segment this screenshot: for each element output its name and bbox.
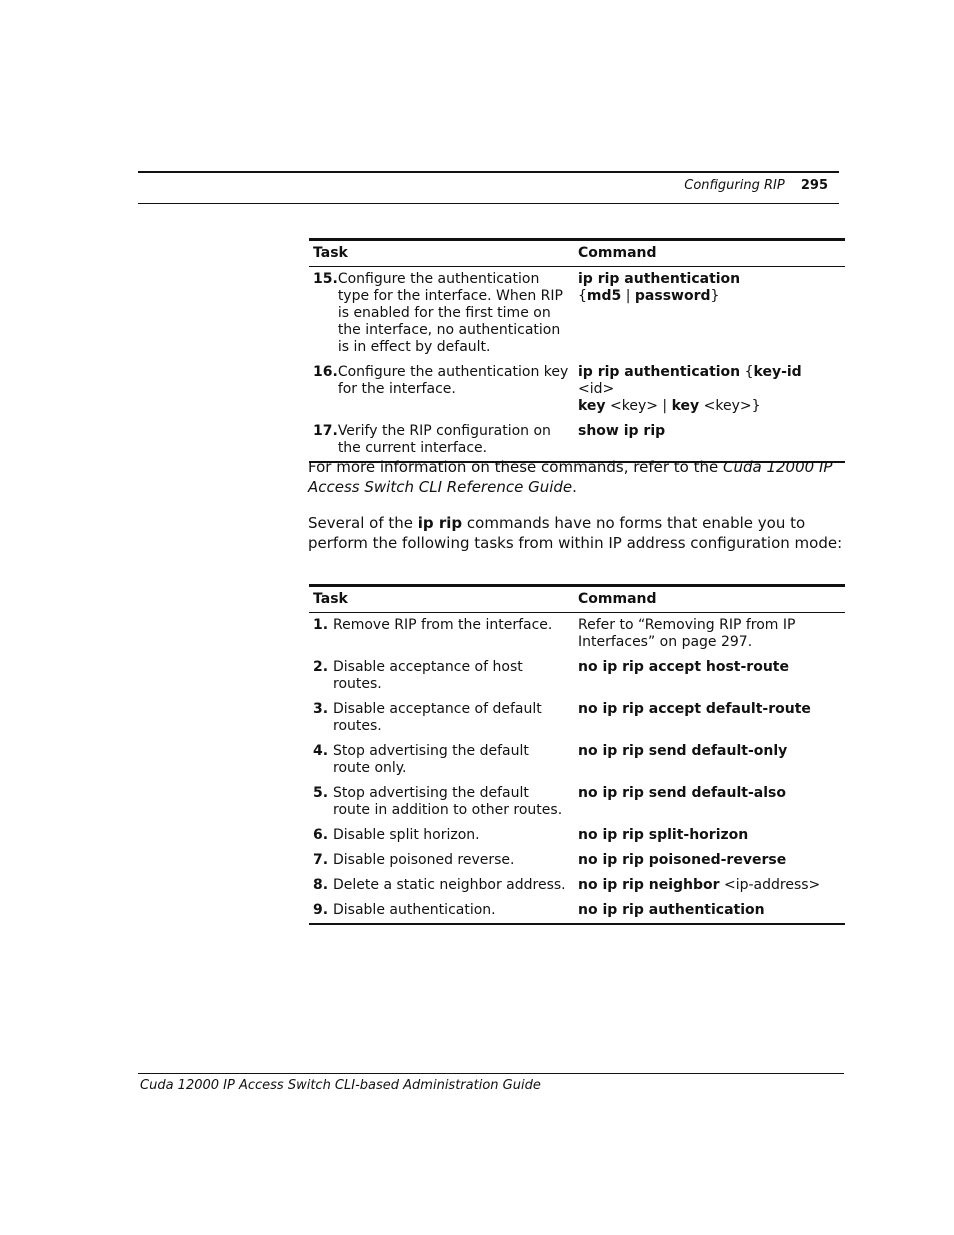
task-text: Disable acceptance of default routes. — [333, 701, 542, 734]
header-rule-top — [138, 171, 839, 173]
command-brace: } — [710, 288, 720, 304]
step-number: 17. — [313, 423, 338, 439]
command-text: ip rip authentication — [578, 364, 741, 380]
command-option: md5 — [586, 288, 622, 304]
step-number: 15. — [313, 271, 338, 287]
command-cell — [574, 898, 845, 924]
command-cell — [574, 848, 845, 873]
table-header-row — [309, 240, 845, 267]
task-cell — [309, 848, 574, 873]
task-command-table-2 — [309, 584, 845, 925]
table-header-row — [309, 586, 845, 613]
footer-rule — [138, 1073, 844, 1074]
table-row — [309, 823, 845, 848]
command-argument: <ip-address> — [719, 877, 821, 893]
book-title: Cuda 12000 IP Access Switch CLI Reference Guide — [308, 458, 833, 496]
step-number: 3. — [313, 701, 329, 717]
task-text: Disable acceptance of host routes. — [333, 659, 523, 692]
task-cell — [309, 898, 574, 924]
task-text: Disable authentication. — [333, 902, 496, 918]
command-text: no ip rip split-horizon — [578, 827, 749, 843]
table-row — [309, 848, 845, 873]
task-text: Disable poisoned reverse. — [333, 852, 515, 868]
command-argument: <key>} — [699, 398, 761, 414]
command-text: no ip rip accept host-route — [578, 659, 789, 675]
command-option: key-id — [753, 364, 802, 380]
section-title: Configuring RIP — [684, 178, 785, 193]
step-number: 5. — [313, 785, 329, 801]
column-header-task: Task — [309, 240, 574, 267]
paragraph-text: For more information on these commands, refer to the — [308, 458, 723, 476]
table-row — [309, 360, 845, 419]
command-cell — [574, 739, 845, 781]
task-cell — [309, 655, 574, 697]
running-head — [620, 178, 828, 193]
page-number: 295 — [800, 178, 828, 193]
task-command-table-1 — [309, 238, 845, 463]
command-text: show ip rip — [578, 423, 666, 439]
step-number: 7. — [313, 852, 329, 868]
command-brace: { — [740, 364, 754, 380]
step-number: 2. — [313, 659, 329, 675]
column-header-task: Task — [309, 586, 574, 613]
task-cell — [309, 739, 574, 781]
command-cell — [574, 267, 845, 361]
task-text: Configure the authentication key for the interface. — [337, 364, 569, 397]
table-row — [309, 739, 845, 781]
table-row — [309, 697, 845, 739]
task-text: Stop advertising the default route only. — [333, 743, 529, 776]
task-cell — [309, 873, 574, 898]
command-cell — [574, 655, 845, 697]
command-cell — [574, 823, 845, 848]
paragraph-text: . — [572, 477, 577, 496]
table-row — [309, 655, 845, 697]
table-row — [309, 267, 845, 361]
command-cell — [574, 360, 845, 419]
task-text: Stop advertising the default route in addition to other routes. — [333, 785, 563, 818]
task-cell — [309, 613, 574, 656]
column-header-command: Command — [574, 240, 845, 267]
step-number: 4. — [313, 743, 329, 759]
command-text: no ip rip authentication — [578, 902, 765, 918]
paragraph-reference — [308, 458, 848, 497]
command-argument: <id> — [578, 381, 615, 397]
command-text: no ip rip poisoned-reverse — [578, 852, 787, 868]
task-text: Verify the RIP configuration on the current interface. — [337, 423, 551, 456]
task-text: Disable split horizon. — [333, 827, 480, 843]
table-row — [309, 613, 845, 656]
task-cell — [309, 823, 574, 848]
command-reference: Refer to “Removing RIP from IP Interfaces” on page 297. — [578, 617, 796, 650]
task-text: Remove RIP from the interface. — [333, 617, 553, 633]
task-cell — [309, 697, 574, 739]
table-row — [309, 781, 845, 823]
step-number: 8. — [313, 877, 329, 893]
step-number: 6. — [313, 827, 329, 843]
command-cell — [574, 613, 845, 656]
command-separator: | — [621, 288, 635, 304]
footer-title: Cuda 12000 IP Access Switch CLI-based Administration Guide — [140, 1078, 541, 1093]
paragraph-text: commands have no forms that enable you to perform the following tasks from within IP address configuration mode: — [308, 514, 843, 552]
command-option: password — [634, 288, 711, 304]
column-header-command: Command — [574, 586, 845, 613]
command-option: key — [578, 398, 606, 414]
command-option: key — [671, 398, 700, 414]
task-text: Configure the authentication type for the interface. When RIP is enabled for the first time on the interface, no authentication is in effect by default. — [337, 271, 563, 355]
task-text: Delete a static neighbor address. — [333, 877, 566, 893]
command-cell — [574, 781, 845, 823]
step-number: 9. — [313, 902, 329, 918]
command-text: no ip rip send default-also — [578, 785, 786, 801]
command-text: no ip rip accept default-route — [578, 701, 811, 717]
task-cell — [309, 781, 574, 823]
step-number: 16. — [313, 364, 338, 380]
paragraph-intro — [308, 514, 848, 553]
command-argument: <key> | — [605, 398, 672, 414]
command-brace: { — [578, 288, 587, 304]
task-cell — [309, 360, 574, 419]
command-cell — [574, 419, 845, 462]
command-cell — [574, 697, 845, 739]
table-row — [309, 873, 845, 898]
task-cell — [309, 267, 574, 361]
table-row — [309, 419, 845, 462]
command-text: no ip rip neighbor — [578, 877, 720, 893]
header-rule-bottom — [138, 203, 839, 204]
paragraph-text: Several of the — [308, 514, 418, 532]
step-number: 1. — [313, 617, 329, 633]
command-text: no ip rip send default-only — [578, 743, 788, 759]
inline-command: ip rip — [417, 514, 463, 532]
command-text: ip rip authentication — [578, 271, 741, 287]
table-row — [309, 898, 845, 924]
command-cell — [574, 873, 845, 898]
task-cell — [309, 419, 574, 462]
